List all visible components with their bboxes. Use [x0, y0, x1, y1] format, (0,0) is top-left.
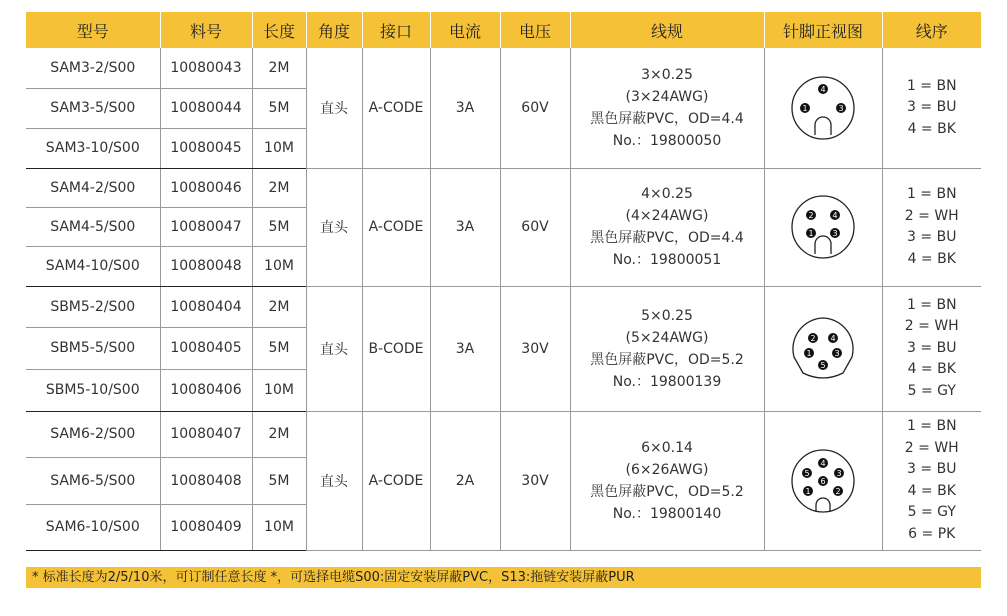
wiring-cell: [882, 168, 981, 286]
pin: [818, 84, 828, 94]
length-cell: 5M: [252, 327, 306, 369]
header-part-number: 料号: [160, 12, 252, 48]
pin-label: 1: [805, 486, 811, 496]
wire-entry: 4 = BK: [907, 120, 956, 137]
length-cell: 10M: [252, 128, 306, 168]
angle-cell: 直头: [306, 48, 362, 168]
length-cell: 10M: [252, 369, 306, 411]
pin-label: 3: [834, 348, 840, 358]
header-connector: 接口: [362, 12, 430, 48]
part-number-cell: 10080048: [160, 246, 252, 286]
pin-label: 4: [830, 333, 836, 343]
pin: [832, 348, 842, 358]
pin-label: 6: [820, 476, 826, 486]
header-wiring: 线序: [882, 12, 981, 48]
pin: [830, 210, 840, 220]
wire-gauge-cell: [570, 168, 764, 286]
length-cell: 2M: [252, 48, 306, 88]
model-cell: SAM3-5/S00: [26, 88, 160, 128]
model-cell: SAM6-2/S00: [26, 411, 160, 457]
header-wire-gauge: 线规: [570, 12, 764, 48]
header-row: [26, 12, 981, 48]
gauge-cable-number: No.：19800051: [612, 252, 722, 268]
wire-entry: 3 = BU: [907, 339, 957, 356]
connector-cell: A-CODE: [362, 48, 430, 168]
header-current: 电流: [430, 12, 500, 48]
part-number-cell: 10080044: [160, 88, 252, 128]
model-cell: SAM4-5/S00: [26, 207, 160, 246]
part-number-cell: 10080404: [160, 286, 252, 327]
wiring-cell: [882, 48, 981, 168]
wire-entry: 3 = BU: [907, 461, 957, 477]
pin-label: 3: [838, 103, 844, 113]
gauge-cable-number: No.：19800140: [612, 505, 722, 522]
footnote: * 标准长度为2/5/10米，可订制任意长度 *，可选择电缆S00:固定安装屏蔽PVC，S13:拖链安装屏蔽PUR: [26, 567, 981, 588]
wire-entry: 3 = BU: [907, 229, 957, 245]
wire-entry: 4 = BK: [907, 250, 956, 267]
pin: [818, 458, 828, 468]
wire-gauge-cell: [570, 286, 764, 411]
part-number-cell: 10080408: [160, 457, 252, 504]
wire-entry: 1 = BN: [906, 77, 957, 94]
voltage-cell: 30V: [500, 286, 570, 411]
pin: [828, 333, 838, 343]
part-number-cell: 10080047: [160, 207, 252, 246]
gauge-cable-number: No.：19800050: [612, 132, 722, 149]
pin-label: 4: [832, 211, 838, 220]
model-cell: SAM3-2/S00: [26, 48, 160, 88]
connector-cell: A-CODE: [362, 168, 430, 286]
gauge-jacket: 黑色屏蔽PVC，OD=4.4: [590, 110, 744, 127]
header-length: 长度: [252, 12, 306, 48]
wire-gauge-cell: [570, 48, 764, 168]
gauge-spec: 5×0.25: [641, 307, 693, 324]
wire-entry: 4 = BK: [907, 482, 956, 499]
pin: [803, 486, 813, 496]
model-cell: SAM4-2/S00: [26, 168, 160, 207]
connector-cell: A-CODE: [362, 411, 430, 550]
pin-label: 2: [808, 211, 814, 220]
gauge-awg: (4×24AWG): [625, 208, 709, 224]
pin-label: 4: [820, 84, 826, 94]
length-cell: 10M: [252, 246, 306, 286]
pin: [836, 103, 846, 113]
gauge-cable-number: No.：19800139: [612, 373, 722, 390]
wire-entry: 2 = WH: [904, 318, 959, 335]
pin-view-cell: [764, 411, 882, 550]
part-number-cell: 10080043: [160, 48, 252, 88]
pin-label: 3: [836, 468, 842, 478]
gauge-awg: (3×24AWG): [625, 88, 709, 105]
gauge-awg: (6×26AWG): [625, 461, 709, 478]
wire-entry: 1 = BN: [906, 186, 957, 202]
gauge-awg: (5×24AWG): [625, 329, 709, 346]
model-cell: SBM5-2/S00: [26, 286, 160, 327]
angle-cell: 直头: [306, 411, 362, 550]
pin-view-cell: [764, 48, 882, 168]
wire-entry: 2 = WH: [904, 207, 959, 224]
pin: [802, 468, 812, 478]
pin: [830, 228, 840, 238]
wire-entry: 4 = BK: [907, 361, 956, 378]
pin: [806, 210, 816, 220]
angle-cell: 直头: [306, 168, 362, 286]
wiring-cell: [882, 411, 981, 550]
wire-entry: 2 = WH: [904, 439, 959, 456]
wire-entry: 5 = GY: [907, 504, 956, 520]
pin: [818, 476, 828, 486]
header-pin-view: 针脚正视图: [764, 12, 882, 48]
gauge-spec: 6×0.14: [641, 439, 693, 456]
length-cell: 2M: [252, 286, 306, 327]
wire-entry: 1 = BN: [906, 418, 957, 434]
voltage-cell: 30V: [500, 411, 570, 550]
pin: [804, 348, 814, 358]
gauge-spec: 4×0.25: [641, 186, 693, 202]
gauge-jacket: 黑色屏蔽PVC，OD=5.2: [590, 483, 744, 500]
wire-entry: 3 = BU: [907, 99, 957, 115]
connector-cell: B-CODE: [362, 286, 430, 411]
wire-entry: 1 = BN: [906, 296, 957, 313]
pin: [818, 360, 828, 370]
spec-table: [26, 12, 981, 551]
length-cell: 2M: [252, 168, 306, 207]
wire-entry: 5 = GY: [907, 382, 956, 399]
wiring-cell: [882, 286, 981, 411]
wire-gauge-cell: [570, 411, 764, 550]
pin: [834, 468, 844, 478]
model-cell: SAM6-5/S00: [26, 457, 160, 504]
model-cell: SAM6-10/S00: [26, 504, 160, 550]
pin: [833, 486, 843, 496]
table-row: [26, 286, 981, 327]
model-cell: SAM4-10/S00: [26, 246, 160, 286]
current-cell: 3A: [430, 48, 500, 168]
part-number-cell: 10080409: [160, 504, 252, 550]
pin-label: 1: [808, 229, 814, 238]
current-cell: 2A: [430, 411, 500, 550]
length-cell: 5M: [252, 207, 306, 246]
voltage-cell: 60V: [500, 48, 570, 168]
part-number-cell: 10080045: [160, 128, 252, 168]
voltage-cell: 60V: [500, 168, 570, 286]
model-cell: SBM5-10/S00: [26, 369, 160, 411]
table-row: [26, 411, 981, 457]
pin: [808, 333, 818, 343]
wire-entry: 6 = PK: [908, 525, 956, 542]
header-angle: 角度: [306, 12, 362, 48]
length-cell: 5M: [252, 457, 306, 504]
pin-diagram-6pin: [787, 445, 859, 517]
pin-view-cell: [764, 168, 882, 286]
pin-label: 4: [820, 458, 826, 468]
header-voltage: 电压: [500, 12, 570, 48]
pin-label: 2: [835, 486, 841, 496]
gauge-jacket: 黑色屏蔽PVC，OD=4.4: [590, 230, 744, 246]
current-cell: 3A: [430, 286, 500, 411]
part-number-cell: 10080046: [160, 168, 252, 207]
pin-label: 5: [820, 360, 826, 370]
header-model: 型号: [26, 12, 160, 48]
model-cell: SAM3-10/S00: [26, 128, 160, 168]
gauge-jacket: 黑色屏蔽PVC，OD=5.2: [590, 351, 744, 368]
model-cell: SBM5-5/S00: [26, 327, 160, 369]
pin: [806, 228, 816, 238]
table-row: [26, 48, 981, 88]
table-row: [26, 168, 981, 207]
current-cell: 3A: [430, 168, 500, 286]
pin-label: 1: [806, 348, 812, 358]
pin-label: 3: [832, 229, 838, 238]
pin: [800, 103, 810, 113]
part-number-cell: 10080407: [160, 411, 252, 457]
pin-view-cell: [764, 286, 882, 411]
pin-diagram-4pin: [787, 191, 859, 263]
part-number-cell: 10080405: [160, 327, 252, 369]
length-cell: 5M: [252, 88, 306, 128]
pin-label: 2: [810, 333, 816, 343]
pin-diagram-3pin: [787, 72, 859, 144]
angle-cell: 直头: [306, 286, 362, 411]
pin-diagram-5pin: [787, 313, 859, 385]
part-number-cell: 10080406: [160, 369, 252, 411]
gauge-spec: 3×0.25: [641, 66, 693, 83]
length-cell: 2M: [252, 411, 306, 457]
pin-label: 1: [802, 103, 808, 113]
length-cell: 10M: [252, 504, 306, 550]
pin-label: 5: [804, 468, 810, 478]
